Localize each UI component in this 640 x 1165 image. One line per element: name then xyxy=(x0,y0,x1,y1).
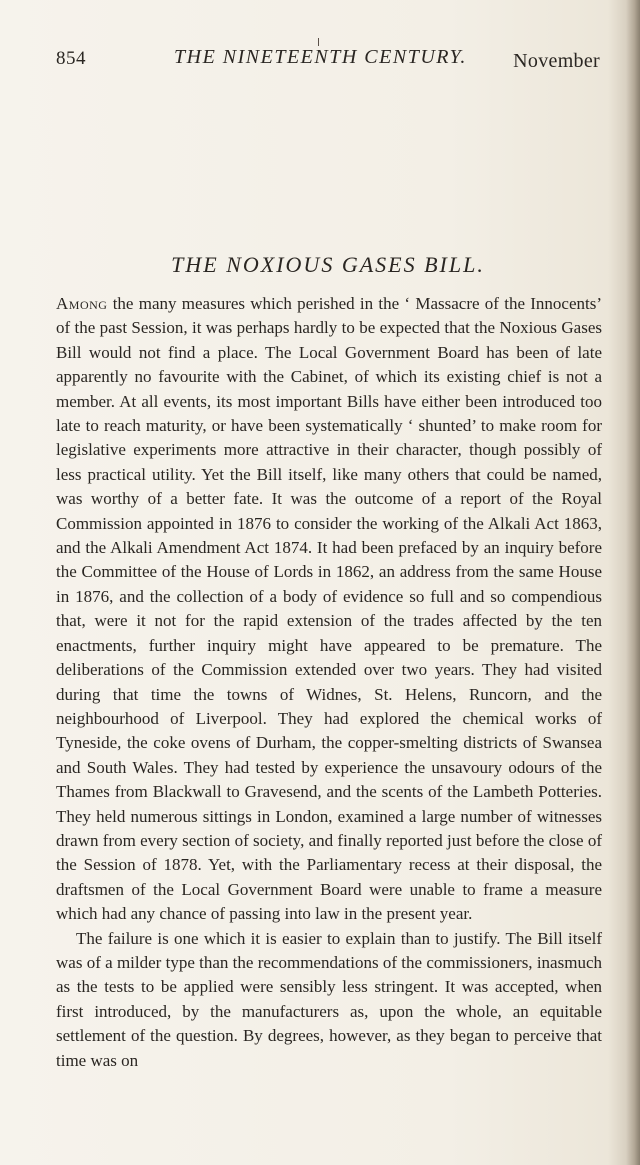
article-title: THE NOXIOUS GASES BILL. xyxy=(171,252,485,277)
stray-ink-mark xyxy=(318,38,319,46)
page-edge-shadow xyxy=(626,0,640,1165)
running-head xyxy=(56,48,600,78)
page-number: 854 xyxy=(56,48,86,69)
paragraph-1-text: the many measures which perished in the ‘ Massacre of the Innocents’ of the past Session, it was perhaps hardly to be expected that the Noxious Gases Bill would not find a place. The Local Government Board has been of late apparently no favourite with the Cabinet, of which its existing chief is not a member. At all events, its most important Bills have either been introduced too late to reach maturity, or have been systematically ‘ shunted’ to make room for legislative experiments more attractive in their character, though possibly of less practical utility. Yet the Bill itself, like many others that could be named, was worthy of a better fate. It was the outcome of a report of the Royal Commission appointed in 1876 to consider the working of the Alkali Act 1863, and the Alkali Amendment Act 1874. It had been prefaced by an inquiry before the Committee of the House of Lords in 1862, an address from the same House in 1876, and the collection of a body of evidence so full and so compendious that, were it not for the rapid extension of the trades affected by the ten enactments, further inquiry might have appeared to be premature. The deliberations of the Commission extended over two years. They had visited during that time the towns of Widnes, St. Helens, Runcorn, and the neighbourhood of Liverpool. They had explored the chemical works of Tyneside, the coke ovens of Durham, the copper-smelting districts of Swansea and South Wales. They had tested by experience the unsavoury odours of the Thames from Blackwall to Gravesend, and the scents of the Lambeth Potteries. They held numerous sittings in London, examined a large number of witnesses drawn from every section of society, and finally reported just before the close of the Session of 1878. Yet, with the Parliamentary recess at their disposal, the draftsmen of the Local Government Board were unable to frame a measure which had any chance of passing into law in the present year. xyxy=(56,294,602,924)
journal-name: THE NINETEENTH CENTURY. xyxy=(174,46,467,68)
paragraph-2: The failure is one which it is easier to explain than to justify. The Bill itself was of a milder type than the recommendations of the commissioners, inasmuch as the tests to be applied were sensibly less stringent. It was accepted, when first introduced, by the manufacturers as, upon the whole, an equitable settlement of the question. By degrees, however, as they began to perceive that time was on xyxy=(56,928,602,1070)
paragraph-lead-word: Among xyxy=(56,294,108,313)
issue-month: November xyxy=(513,50,600,72)
article-body xyxy=(56,292,602,1073)
paragraph-1 xyxy=(56,292,602,927)
